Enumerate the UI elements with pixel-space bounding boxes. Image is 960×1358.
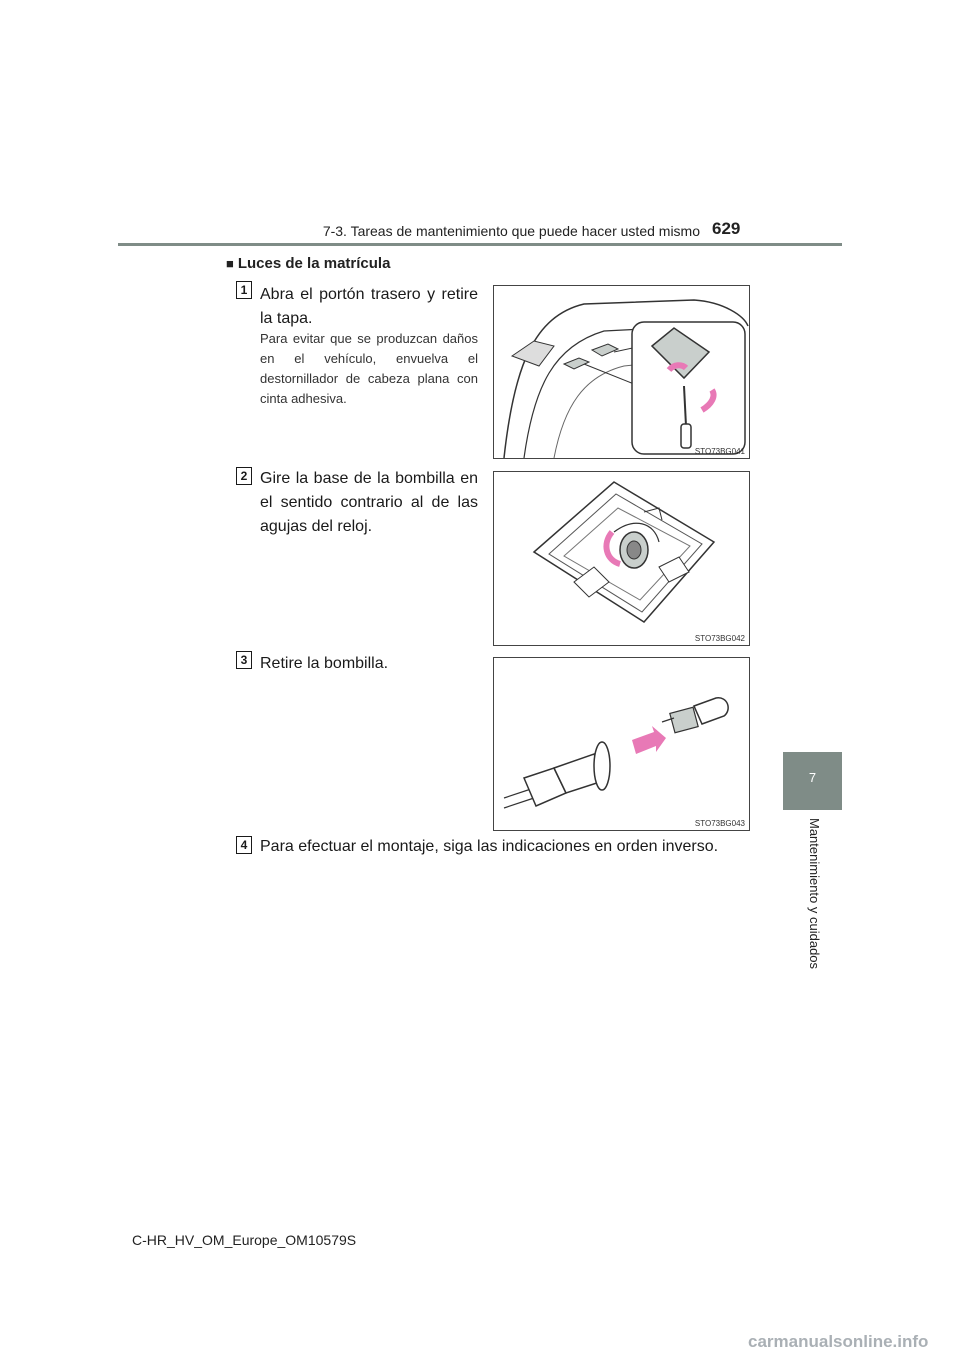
step-number-3: 3 xyxy=(236,651,252,669)
step-number-1: 1 xyxy=(236,281,252,299)
step-text-1: Abra el portón trasero y retire la tapa. xyxy=(260,286,478,327)
chapter-title: Mantenimiento y cuidados xyxy=(807,818,822,970)
step-text-3: Retire la bombilla. xyxy=(260,655,389,672)
bulb-socket-illustration xyxy=(494,472,749,645)
figure-code-1: STO73BG041 xyxy=(694,447,745,456)
bulb-removal-illustration xyxy=(494,658,749,830)
step-text-2: Gire la base de la bombilla en el sentido contrario al de las agujas del reloj. xyxy=(260,470,478,535)
figure-step-3 xyxy=(493,657,750,831)
watermark: carmanualsonline.info xyxy=(748,1332,929,1351)
heading-bullet: ■ xyxy=(226,256,234,271)
figure-step-2 xyxy=(493,471,750,646)
figure-code-2: STO73BG042 xyxy=(694,634,745,643)
heading-text: Luces de la matrícula xyxy=(237,255,391,272)
figure-step-1 xyxy=(493,285,750,459)
step-text-4: Para efectuar el montaje, siga las indicaciones en orden inverso. xyxy=(260,838,719,855)
document-code: C-HR_HV_OM_Europe_OM10579S xyxy=(132,1232,357,1248)
step-number-2: 2 xyxy=(236,467,252,485)
running-header: 7-3. Tareas de mantenimiento que puede hacer usted mismo xyxy=(322,223,700,239)
chapter-number: 7 xyxy=(808,770,817,785)
step-note-1: Para evitar que se produzcan daños en el vehículo, envuelva el destornillador de cabeza plana con cinta adhesiva. xyxy=(260,331,478,406)
step-number-4: 4 xyxy=(236,836,252,854)
section-heading xyxy=(226,255,390,272)
figure-code-3: STO73BG043 xyxy=(694,819,745,828)
chapter-tab xyxy=(783,752,842,810)
tailgate-illustration xyxy=(494,286,749,458)
header-rule xyxy=(118,243,842,246)
page-number: 629 xyxy=(712,219,741,238)
